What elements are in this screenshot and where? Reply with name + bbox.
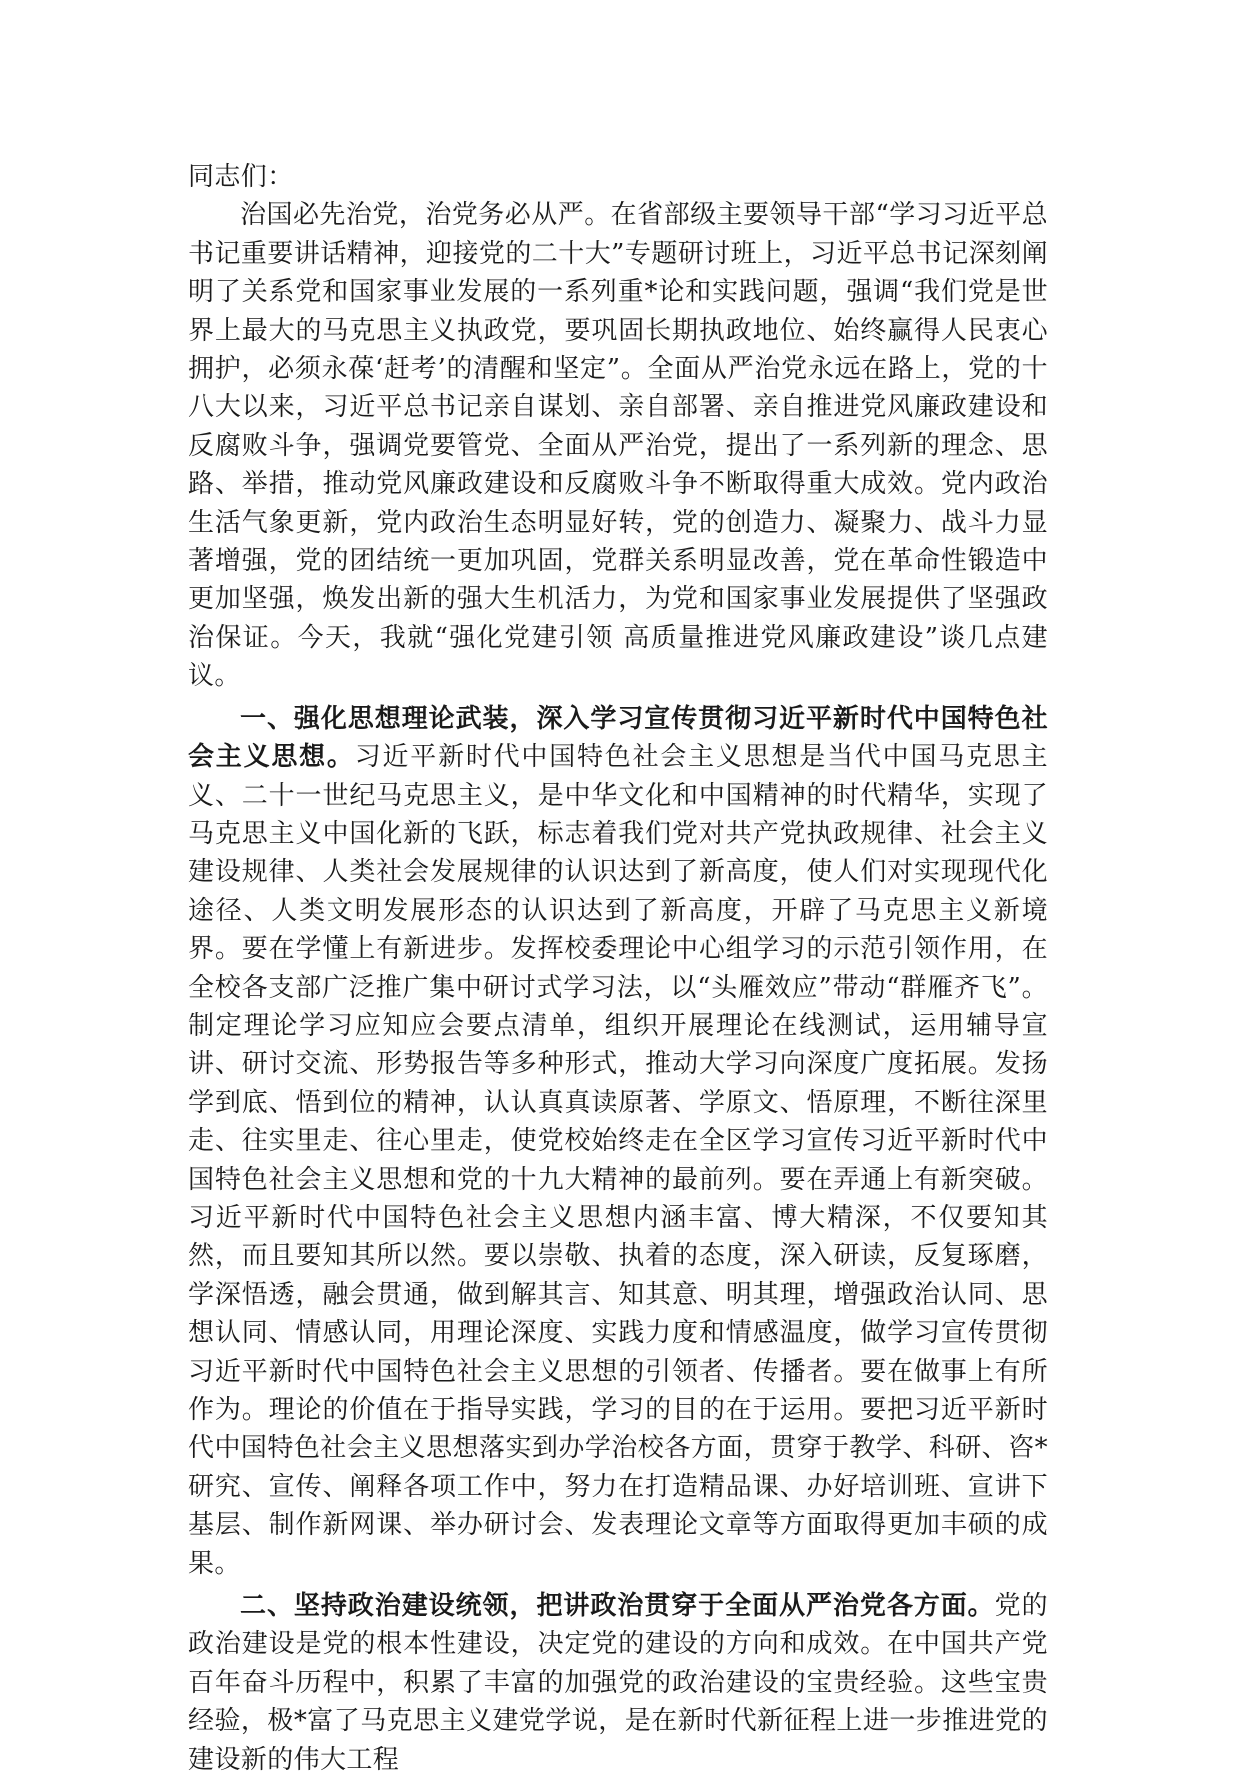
section-2-body: 党的政治建设是党的根本性建设，决定党的建设的方向和成效。在中国共产党百年奋斗历程中，积累了丰富的加强党的政治建设的宝贵经验。这些宝贵经验，极*富了马克思主义建党学说，是在新时代新征程上进一步推进党的建设新的伟大工程 — [188, 1591, 1048, 1775]
section-1-paragraph — [188, 700, 1048, 1583]
section-2-paragraph — [188, 1587, 1048, 1779]
section-2-heading: 二、坚持政治建设统领，把讲政治贯穿于全面从严治党各方面。 — [240, 1591, 995, 1622]
section-1-heading: 一、强化思想理论武装，深入学习宣传贯彻习近平新时代中国特色社会主义思想。 — [188, 703, 1048, 773]
section-1-body: 习近平新时代中国特色社会主义思想是当代中国马克思主义、二十一世纪马克思主义，是中华文化和中国精神的时代精华，实现了马克思主义中国化新的飞跃，标志着我们党对共产党执政规律、社会主义建设规律、人类社会发展规律的认识达到了新高度，使人们对实现现代化途径、人类文明发展形态的认识达到了新高度，开辟了马克思主义新境界。要在学懂上有新进步。发挥校委理论中心组学习的示范引领作用，在全校各支部广泛推广集中研讨式学习法，以“头雁效应”带动“群雁齐飞”。制定理论学习应知应会要点清单，组织开展理论在线测试，运用辅导宣讲、研讨交流、形势报告等多种形式，推动大学习向深度广度拓展。发扬学到底、悟到位的精神，认认真真读原著、学原文、悟原理，不断往深里走、往实里走、往心里走，使党校始终走在全区学习宣传习近平新时代中国特色社会主义思想和党的十九大精神的最前列。要在弄通上有新突破。习近平新时代中国特色社会主义思想内涵丰富、博大精深，不仅要知其然，而且要知其所以然。要以崇敬、执着的态度，深入研读，反复琢磨，学深悟透，融会贯通，做到解其言、知其意、明其理，增强政治认同、思想认同、情感认同，用理论深度、实践力度和情感温度，做学习宣传贯彻习近平新时代中国特色社会主义思想的引领者、传播者。要在做事上有所作为。理论的价值在于指导实践，学习的目的在于运用。要把习近平新时代中国特色社会主义思想落实到办学治校各方面，贯穿于教学、科研、咨*研究、宣传、阐释各项工作中，努力在打造精品课、办好培训班、宣讲下基层、制作新网课、举办研讨会、发表理论文章等方面取得更加丰硕的成果。 — [188, 742, 1048, 1579]
salutation: 同志们： — [188, 162, 294, 192]
intro-paragraph: 治国必先治党，治党务必从严。在省部级主要领导干部“学习习近平总书记重要讲话精神，迎接党的二十大”专题研讨班上，习近平总书记深刻阐明了关系党和国家事业发展的一系列重*论和实践问题，强调“我们党是世界上最大的马克思主义执政党，要巩固长期执政地位、始终赢得人民衷心拥护，必须永葆‘赶考’的清醒和坚定”。全面从严治党永远在路上，党的十八大以来，习近平总书记亲自谋划、亲自部署、亲自推进党风廉政建设和反腐败斗争，强调党要管党、全面从严治党，提出了一系列新的理念、思路、举措，推动党风廉政建设和反腐败斗争不断取得重大成效。党内政治生活气象更新，党内政治生态明显好转，党的创造力、凝聚力、战斗力显著增强，党的团结统一更加巩固，党群关系明显改善，党在革命性锻造中更加坚强，焕发出新的强大生机活力，为党和国家事业发展提供了坚强政治保证。今天，我就“强化党建引领 高质量推进党风廉政建设”谈几点建议。 — [188, 200, 1048, 692]
document-body — [188, 158, 1048, 1779]
